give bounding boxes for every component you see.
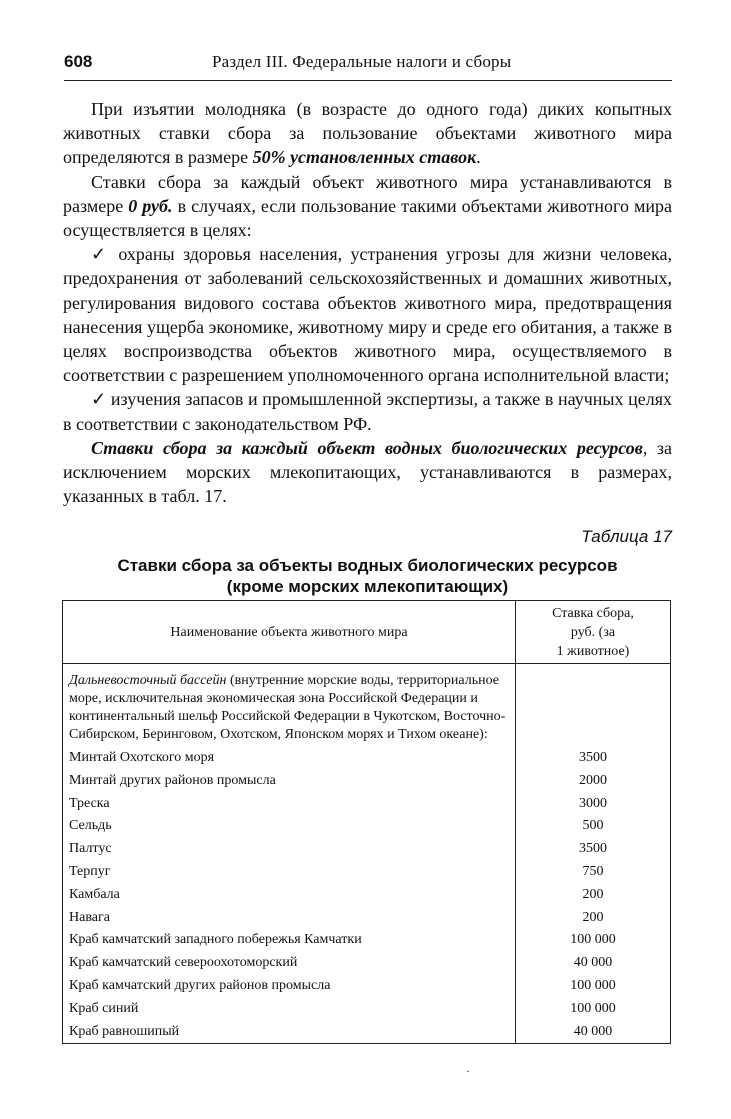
- rate-cell: 40 000: [516, 952, 671, 975]
- rate-header-line-2: руб. (за: [570, 624, 616, 640]
- rate-cell: 3000: [516, 793, 671, 816]
- footer-mark: ·: [466, 1064, 470, 1078]
- table-intro-row: [63, 664, 671, 748]
- page-number: 608: [64, 52, 93, 71]
- emphasis-50-percent: 50% установленных ставок: [252, 147, 477, 168]
- table-row: [63, 747, 671, 770]
- basin-description: [63, 664, 516, 748]
- basin-details: (внутренние морские воды, территориальное море, исключительная экономическая зона Российской Федерации и континентальный шельф Российской Федерации в Чукотском, Восточно-Сибирском, Беринговом, Охотском, Японском морях и Тихом океане):: [69, 673, 506, 742]
- paragraph-zero-rate: [63, 170, 672, 243]
- species-name-cell: Краб равношипый: [63, 1021, 516, 1044]
- species-name-cell: Краб камчатский западного побережья Камчатки: [63, 929, 516, 952]
- table-row: [63, 793, 671, 816]
- rate-header-line-1: Ставка сбора,: [552, 605, 634, 621]
- table-row: [63, 929, 671, 952]
- body-text: [63, 97, 672, 508]
- table-row: [63, 770, 671, 793]
- rate-header-line-3: 1 животное): [556, 643, 630, 659]
- rates-table: [62, 600, 671, 1044]
- rate-cell: 200: [516, 884, 671, 907]
- paragraph-text: При изъятии молодняка (в возрасте до одного года) диких копытных животных ставки сбора за пользование объектами животного мира определяются в размере: [63, 99, 672, 168]
- rate-cell: 500: [516, 815, 671, 838]
- paragraph-text: в случаях, если пользование такими объектами животного мира осуществляется в целях:: [63, 195, 672, 241]
- table-row: [63, 975, 671, 998]
- column-header-name: Наименование объекта животного мира: [63, 601, 516, 664]
- species-name-cell: Терпуг: [63, 861, 516, 884]
- page-header: [64, 52, 670, 78]
- species-name-cell: Камбала: [63, 884, 516, 907]
- table-row: [63, 838, 671, 861]
- species-name-cell: Треска: [63, 793, 516, 816]
- bullet-research: ✓ изучения запасов и промышленной экспертизы, а также в научных целях в соответствии с законодательством РФ.: [63, 389, 672, 434]
- table-row: [63, 861, 671, 884]
- paragraph-text: Ставки сбора за каждый объект животного мира устанавливаются в размере: [63, 171, 672, 216]
- running-title: Раздел III. Федеральные налоги и сборы: [212, 52, 512, 71]
- table-title: [63, 555, 672, 597]
- rate-cell: 2000: [516, 770, 671, 793]
- species-name-cell: Минтай других районов промысла: [63, 770, 516, 793]
- paragraph-text: , за исключением морских млекопитающих, устанавливаются в размерах, указанных в табл. 17.: [63, 437, 672, 507]
- rate-cell: 200: [516, 907, 671, 930]
- table-title-line-1: Ставки сбора за объекты водных биологических ресурсов: [117, 556, 618, 575]
- rate-cell: 3500: [516, 838, 671, 861]
- rate-cell: 40 000: [516, 1021, 671, 1044]
- species-name-cell: Краб синий: [63, 998, 516, 1021]
- rate-cell: 100 000: [516, 998, 671, 1021]
- rate-cell: 100 000: [516, 975, 671, 998]
- table-header-row: [63, 601, 671, 664]
- table-title-line-2: (кроме морских млекопитающих): [226, 577, 509, 596]
- species-name-cell: Навага: [63, 907, 516, 930]
- table-row: [63, 952, 671, 975]
- species-name-cell: Палтус: [63, 838, 516, 861]
- table-row: [63, 907, 671, 930]
- paragraph-young-animals: [63, 97, 672, 170]
- table-row: [63, 998, 671, 1021]
- table-row: [63, 1021, 671, 1044]
- rate-cell: 750: [516, 861, 671, 884]
- header-rule: [64, 80, 672, 81]
- table-row: [63, 815, 671, 838]
- rate-cell: 3500: [516, 747, 671, 770]
- species-name-cell: Минтай Охотского моря: [63, 747, 516, 770]
- emphasis-aquatic-resources: Ставки сбора за каждый объект водных биологических ресурсов: [91, 437, 643, 458]
- bullet-health-protection: ✓ охраны здоровья населения, устранения угрозы для жизни человека, предохранения от заболеваний сельскохозяйственных и домашних животных, регулирования видового состава объектов животного мира, предотвращения нанесения ущерба экономике, животному миру и среде его обитания, а также в целях воспроизводства объектов животного мира, осуществляемого в соответствии с разрешением уполномоченного органа исполнительной власти;: [63, 244, 672, 386]
- intro-rate-cell: [516, 664, 671, 748]
- species-name-cell: Краб камчатский североохотоморский: [63, 952, 516, 975]
- species-name-cell: Краб камчатский других районов промысла: [63, 975, 516, 998]
- table-number: Таблица 17: [581, 527, 672, 546]
- species-name-cell: Сельдь: [63, 815, 516, 838]
- rate-cell: 100 000: [516, 929, 671, 952]
- basin-name: Дальневосточный бассейн: [69, 673, 227, 688]
- paragraph-aquatic-rates: [63, 436, 672, 509]
- emphasis-zero-rub: 0 руб.: [128, 195, 173, 216]
- column-header-rate: [516, 601, 671, 664]
- table-row: [63, 884, 671, 907]
- paragraph-text: .: [476, 147, 481, 168]
